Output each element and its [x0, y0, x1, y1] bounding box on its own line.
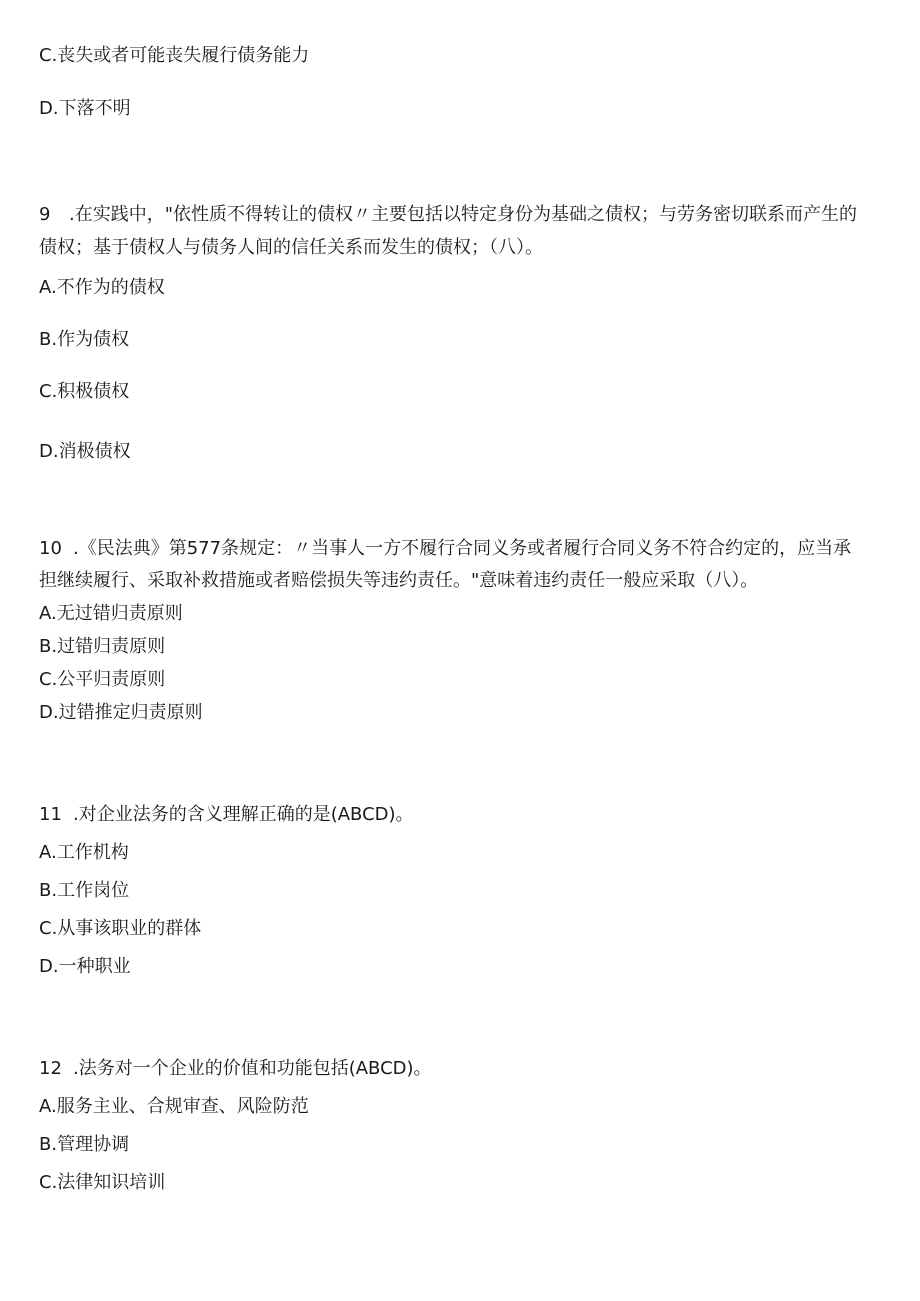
q12-option-b: B.管理协调	[39, 1134, 130, 1155]
q11-stem-line1	[39, 803, 414, 827]
q12-stem-line1	[39, 1057, 432, 1081]
q10-stem-line2: 担继续履行、采取补救措施或者赔偿损失等违约责任。"意味着违约责任一般应采取（八）。	[39, 570, 759, 591]
q12-option-c: C.法律知识培训	[39, 1172, 166, 1193]
q9-option-a: A.不作为的债权	[39, 277, 165, 298]
q12-number: 12	[39, 1058, 62, 1079]
q10-option-a: A.无过错归责原则	[39, 603, 183, 624]
q11-stem-text1: .对企业法务的含义理解正确的是(ABCD)。	[73, 804, 414, 825]
q10-stem-line1	[39, 537, 851, 561]
q8-option-c: C.丧失或者可能丧失履行债务能力	[39, 45, 310, 66]
q9-stem-line1	[39, 203, 857, 227]
q9-stem-line2: 债权；基于债权人与债务人间的信任关系而发生的债权；（八）。	[39, 237, 543, 258]
q9-option-d: D.消极债权	[39, 441, 131, 462]
q10-option-c: C.公平归责原则	[39, 669, 166, 690]
q9-option-b: B.作为债权	[39, 329, 130, 350]
q12-stem-text1: .法务对一个企业的价值和功能包括(ABCD)。	[73, 1058, 432, 1079]
q9-number: 9	[39, 204, 51, 225]
q8-option-d: D.下落不明	[39, 98, 131, 119]
q11-number: 11	[39, 804, 62, 825]
q9-stem-text1: .在实践中，"依性质不得转让的债权〃主要包括以特定身份为基础之债权；与劳务密切联系而产生的	[69, 204, 857, 225]
q10-option-b: B.过错归责原则	[39, 636, 166, 657]
q10-option-d: D.过错推定归责原则	[39, 702, 203, 723]
q11-option-d: D.一种职业	[39, 956, 131, 977]
q10-number: 10	[39, 538, 62, 559]
q11-option-c: C.从事该职业的群体	[39, 918, 202, 939]
q9-option-c: C.积极债权	[39, 381, 130, 402]
q11-option-a: A.工作机构	[39, 842, 129, 863]
q11-option-b: B.工作岗位	[39, 880, 130, 901]
q10-stem-text1: .《民法典》第577条规定：〃当事人一方不履行合同义务或者履行合同义务不符合约定的，应当承	[73, 538, 852, 559]
q12-option-a: A.服务主业、合规审查、风险防范	[39, 1096, 309, 1117]
